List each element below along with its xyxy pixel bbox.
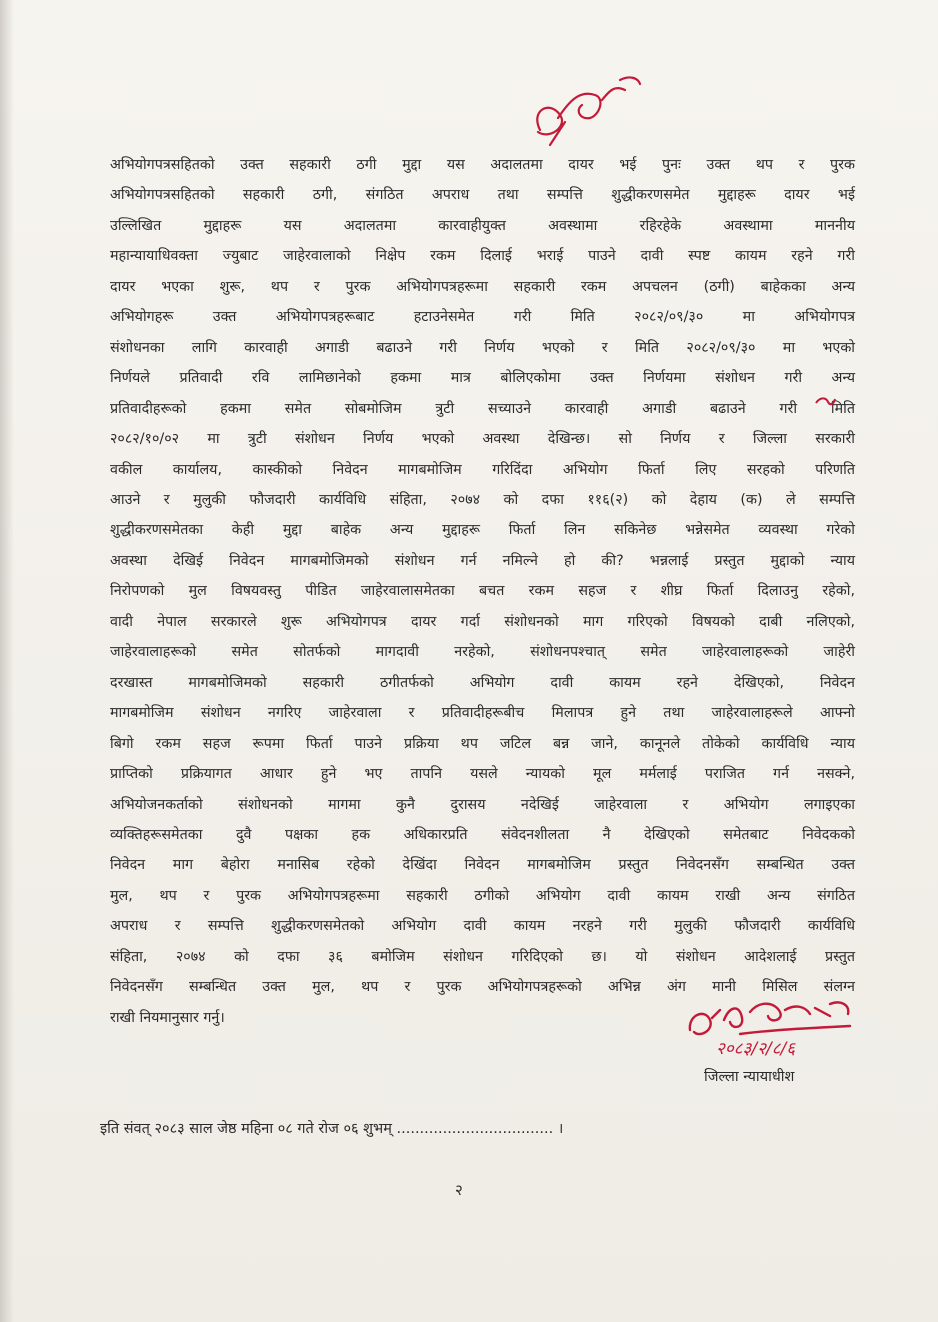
judge-title: जिल्ला न्यायाधीश [704,1069,795,1085]
body-line: संशोधनका लागि कारवाही अगाडी बढाउने गरी निर्णय भएको र मिति २०८२/०९/३० मा भएको [110,339,855,356]
body-line: अपराध र सम्पत्ति शुद्धीकरणसमेतको अभियोग दावी कायम नरहने गरी मुलुकी फौजदारी कार्यविधि [110,918,855,935]
body-line: अवस्था देखिई निवेदन मागबमोजिमको संशोधन गर्न नमिल्ने हो की? भन्नलाई प्रस्तुत मुद्दाको न्याय [110,552,855,569]
body-line: महान्यायाधिवक्ता ज्युबाट जाहेरवालाको निक्षेप रकम दिलाई भराई पाउने दावी स्पष्ट कायम रहने गरी [110,248,855,265]
body-line: निवेदन माग बेहोरा मनासिब रहेको देखिंदा निवेदन मागबमोजिम प्रस्तुत निवेदनसँग सम्बन्धित उक्त [110,857,855,874]
body-line: निरोपणको मुल विषयवस्तु पीडित जाहेरवालासमेतका बचत रकम सहज र शीघ्र फिर्ता दिलाउनु रहेको, [110,583,855,600]
body-line: दरखास्त मागबमोजिमको सहकारी ठगीतर्फको अभियोग दावी कायम रहने देखिएको, निवेदन [110,674,855,691]
judge-signature [680,990,880,1060]
body-line: उल्लिखित मुद्दाहरू यस अदालतमा कारवाहीयुक्त अवस्थामा रहिरहेके अवस्थामा माननीय [110,217,855,234]
body-line: निवेदनसँग सम्बन्धित उक्त मुल, थप र पुरक अभियोगपत्रहरूको अभिन्न अंग मानी मिसिल संलग्न [110,979,855,996]
page-number: २ [455,1181,463,1199]
body-line: २०८२/१०/०२ मा त्रुटी संशोधन निर्णय भएको अवस्था देखिन्छ। सो निर्णय र जिल्ला सरकारी [110,431,855,448]
body-line: प्रतिवादीहरूको हकमा समेत सोबमोजिम त्रुटी सच्याउने कारवाही अगाडी बढाउने गरी मिति [110,400,855,417]
body-line: राखी नियमानुसार गर्नु। [110,1009,225,1026]
body-line: अभियोगपत्रसहितको उक्त सहकारी ठगी मुद्दा यस अदालतमा दायर भई पुनः उक्त थप र पुरक [110,157,855,173]
correction-mark [814,395,836,409]
body-line: संहिता, २०७४ को दफा ३६ बमोजिम संशोधन गरिदिएको छ। यो संशोधन आदेशलाई प्रस्तुत [110,948,855,965]
body-line: अभियोगपत्रसहितको सहकारी ठगी, संगठित अपराध तथा सम्पत्ति शुद्धीकरणसमेत मुद्दाहरू दायर भई [110,187,855,204]
closing-date-line: इति संवत् २०८३ साल जेष्ठ महिना ०८ गते रोज ०६ शुभम् .................................. । [100,1121,564,1137]
body-line: वकील कार्यालय, कास्कीको निवेदन मागबमोजिम गरिदिंदा अभियोग फिर्ता लिए सरहको परिणति [110,461,855,478]
body-line: प्राप्तिको प्रक्रियागत आधार हुने भए तापनि यसले न्यायको मूल मर्मलाई पराजित गर्न नसक्ने, [110,766,855,783]
body-line: दायर भएका शुरू, थप र पुरक अभियोगपत्रहरूमा सहकारी रकम अपचलन (ठगी) बाहेकका अन्य [110,278,855,295]
order-body-text [110,150,855,1033]
body-line: मागबमोजिम संशोधन नगरिए जाहेरवाला र प्रतिवादीहरूबीच मिलापत्र हुने तथा जाहेरवालाहरूले आफ्नो [110,705,855,722]
body-line: आउने र मुलुकी फौजदारी कार्यविधि संहिता, २०७४ को दफा ११६(२) को देहाय (क) ले सम्पत्ति [110,491,855,508]
body-line: शुद्धीकरणसमेतका केही मुद्दा बाहेक अन्य मुद्दाहरू फिर्ता लिन सकिनेछ भन्नेसमेत व्यवस्था गरेको [110,522,855,539]
body-line: अभियोगहरू उक्त अभियोगपत्रहरूबाट हटाउनेसमेत गरी मिति २०८२/०९/३० मा अभियोगपत्र [110,309,855,326]
body-line: वादी नेपाल सरकारले शुरू अभियोगपत्र दायर गर्दा संशोधनको माग गरिएको विषयको दाबी नलिएको, [110,613,855,630]
initial-signature [520,60,660,150]
body-line: बिगो रकम सहज रूपमा फिर्ता पाउने प्रक्रिया थप जटिल बन्न जाने, कानूनले तोकेको कार्यविधि न्याय [110,735,855,752]
body-line: निर्णयले प्रतिवादी रवि लामिछानेको हकमा मात्र बोलिएकोमा उक्त निर्णयमा संशोधन गरी अन्य [110,370,855,387]
page-edge-shadow [0,0,14,1322]
body-line: अभियोजनकर्ताको संशोधनको मागमा कुनै दुरासय नदेखिई जाहेरवाला र अभियोग लगाइएका [110,796,855,813]
signature-date: २०८३/२/८/६ [716,1039,796,1059]
body-line: व्यक्तिहरूसमेतका दुवै पक्षका हक अधिकारप्रति संवेदनशीलता नै देखिएको समेतबाट निवेदकको [110,826,855,843]
body-line: जाहेरवालाहरूको समेत सोतर्फको मागदावी नरहेको, संशोधनपश्चात् समेत जाहेरवालाहरूको जाहेरी [110,644,855,661]
body-line: मुल, थप र पुरक अभियोगपत्रहरूमा सहकारी ठगीको अभियोग दावी कायम राखी अन्य संगठित [110,887,855,904]
